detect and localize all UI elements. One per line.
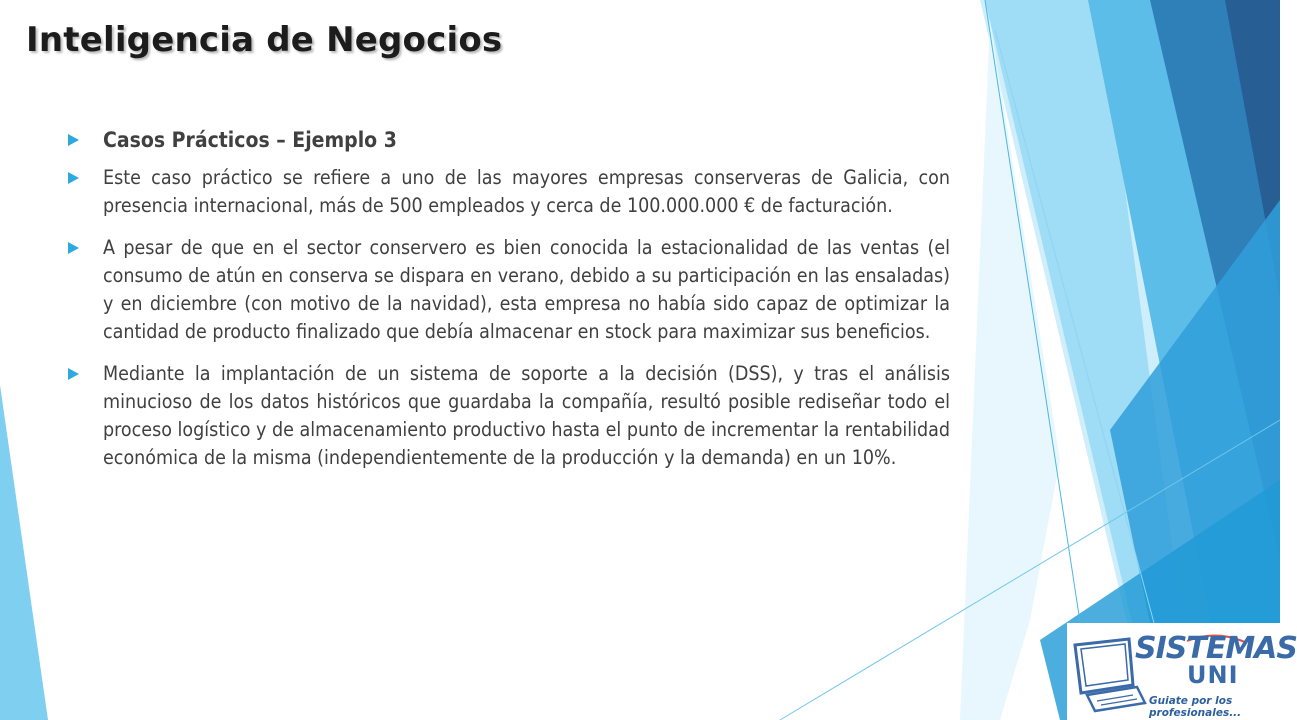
bullet-text: A pesar de que en el sector conservero es bien conocida la estacionalidad de las ventas (el consumo de atún en conserva se dispara en verano, debido a su participación en las ensaladas) y en diciembre (con motivo de la navidad), esta empresa no había sido capaz de optimizar la cantidad de producto finalizado que debía almacenar en stock para maximizar sus beneficios.	[103, 236, 950, 343]
bullet-text: Mediante la implantación de un sistema de soporte a la decisión (DSS), y tras el análisis minucioso de los datos históricos que guardaba la compañía, resultó posible rediseñar todo el proceso logístico y de almacenamiento productivo hasta el punto de incrementar la rentabilidad económica de la misma (independientemente de la producción y la demanda) en un 10%.	[103, 362, 950, 469]
logo-tagline: Guiate por los profesionales...	[1149, 695, 1242, 719]
bullet-item	[66, 360, 950, 472]
bullet-arrow-icon	[68, 172, 79, 184]
bullet-arrow-icon	[68, 134, 79, 146]
page-title: Inteligencia de Negocios	[26, 20, 503, 60]
bullet-text: Este caso práctico se refiere a uno de las mayores empresas conserveras de Galicia, con presencia internacional, más de 500 empleados y cerca de 100.000.000 € de facturación.	[103, 166, 950, 217]
sistemas-uni-logo	[1067, 623, 1297, 720]
logo-word-bottom: UNI	[1187, 661, 1239, 689]
bullet-list	[66, 126, 950, 486]
bullet-arrow-icon	[68, 368, 79, 380]
logo-word-top: SISTEMAS	[1135, 631, 1297, 666]
bullet-item-heading	[66, 126, 950, 154]
bullet-item	[66, 164, 950, 220]
bullet-text: Casos Prácticos – Ejemplo 3	[103, 128, 397, 152]
bullet-arrow-icon	[68, 242, 79, 254]
bullet-item	[66, 234, 950, 346]
